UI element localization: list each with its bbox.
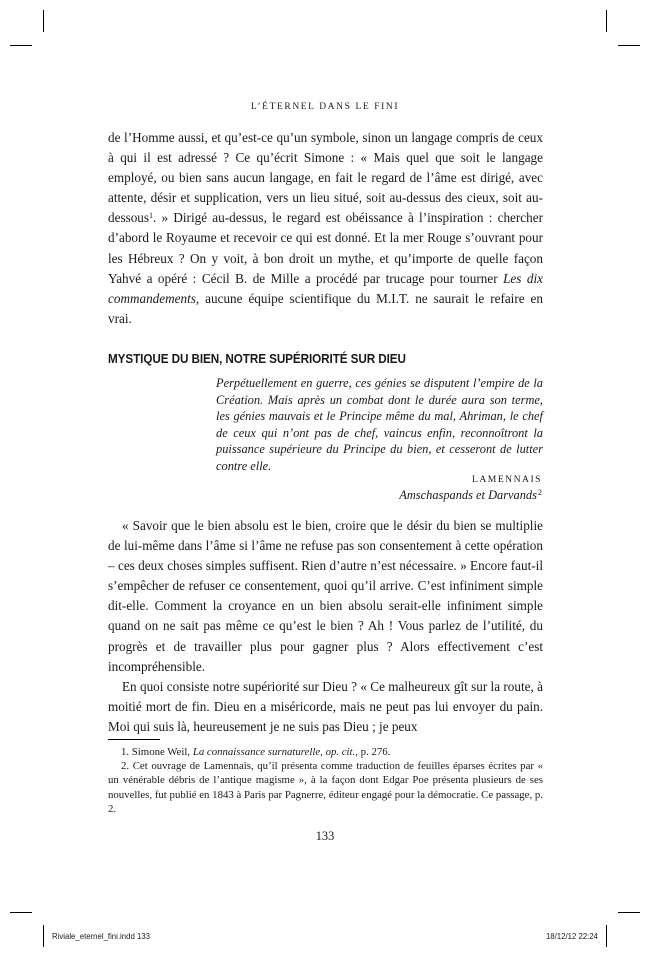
- body-text-main: [108, 516, 543, 737]
- footnote-divider: [108, 739, 160, 740]
- crop-mark: [618, 912, 640, 913]
- section-heading: MYSTIQUE DU BIEN, NOTRE SUPÉRIORITÉ SUR DIEU: [108, 352, 406, 366]
- crop-mark: [606, 925, 607, 947]
- epigraph-source: [399, 488, 542, 503]
- crop-mark: [10, 45, 32, 46]
- continuation-paragraph: [108, 128, 543, 329]
- text-run: 1. Simone Weil,: [121, 746, 193, 758]
- epigraph-author: LAMENNAIS: [472, 474, 542, 485]
- footnote: [108, 745, 543, 759]
- italic-title: Les dix commandements: [108, 270, 543, 306]
- text-run: , aucune équipe scientifique du M.I.T. ne saurait le refaire en vrai.: [108, 290, 543, 326]
- footnote-ref: 1: [149, 211, 154, 221]
- crop-mark: [10, 912, 32, 913]
- italic-title: La connaissance surnaturelle, op. cit.: [192, 746, 356, 758]
- crop-mark: [43, 925, 44, 947]
- crop-mark: [618, 45, 640, 46]
- epigraph-source-title: Amschaspands et Darvands: [399, 488, 537, 502]
- crop-mark: [606, 10, 607, 32]
- footnotes: [108, 745, 543, 816]
- body-text-top: [108, 128, 543, 329]
- page-number: 133: [315, 829, 335, 843]
- text-run: , p. 276.: [355, 746, 391, 758]
- slug-filename: Riviale_eternel_fini.indd 133: [52, 932, 150, 941]
- body-paragraph: [108, 677, 543, 737]
- text-run: En quoi consiste notre supériorité sur Dieu ? « Ce malheureux gît sur la route, à moitié mort de fin. Dieu en a miséricorde, mais ne peut pas lui envoyer du pain. Moi qui suis là, heureusement je ne suis pas Dieu ; je peux: [108, 678, 543, 734]
- text-run: de l’Homme aussi, et qu’est-ce qu’un symbole, sinon un langage compris de ceux à qui il est adressé ? Ce qu’écrit Simone : « Mais quel que soit le langage employé, ou bien sans aucun langage, en fait le regard de l’âme est dirigé, avec attente, désir et supplication, vers un lieu situé, soit au-dessus des cieux, soit au-dessous: [108, 130, 543, 226]
- epigraph-quote: Perpétuellement en guerre, ces génies se disputent l’empire de la Création. Mais après un combat dont le durée aura son terme, les génies mauvais et le Principe même du mal, Ahriman, le chef de ceux qui n’ont pas de chef, vaincus enfin, reconnoîtront la puissance supérieure du Principe du bien, et cesseront de lutter contre elle.: [216, 376, 543, 473]
- slug-datetime: 18/12/12 22:24: [545, 932, 598, 941]
- text-run: . » Dirigé au-dessus, le regard est obéissance à l’inspiration : chercher d’abord le Royaume et recevoir ce qui est donné. Et la mer Rouge s’ouvrant pour les Hébreux ? On y voit, à bon droit un mythe, et qu’importe de quelle façon Yahvé a opéré : Cécil B. de Mille a procédé par trucage pour tourner: [108, 210, 543, 286]
- running-head: L’ÉTERNEL DANS LE FINI: [250, 102, 400, 112]
- text-run: 2. Cet ouvrage de Lamennais, qu’il présenta comme traduction de feuilles éparses écrites par « un vénérable débris de l’antique magisme », à la façon dont Edgar Poe présenta plusieurs de ses nouvelles, fut publié en 1843 à Paris par Pagnerre, éditeur engagé pour la démocratie. Ce passage, p. 2.: [108, 760, 543, 815]
- crop-mark: [43, 10, 44, 32]
- text-run: « Savoir que le bien absolu est le bien, croire que le désir du bien se multiplie de lui-même dans l’âme si l’âme ne refuse pas son consentement à cette opération – ces deux choses simples suffisent. Rien d’autre n’est nécessaire. » Encore faut-il s’empêcher de refuser ce consentement, quoi qu’il arrive. C’est infiniment simple dit-elle. Comment la croyance en un bien absolu serait-elle infiniment simple quand on ne sait pas même ce qu’est le bien ? Ah ! Vous parlez de l’utilité, du progrès et de travailler plus pour gagner plus ? Alors effectivement c’est incompréhensible.: [108, 518, 543, 674]
- footnote-ref: 2: [538, 488, 542, 497]
- body-paragraph: [108, 516, 543, 677]
- footnote: [108, 759, 543, 816]
